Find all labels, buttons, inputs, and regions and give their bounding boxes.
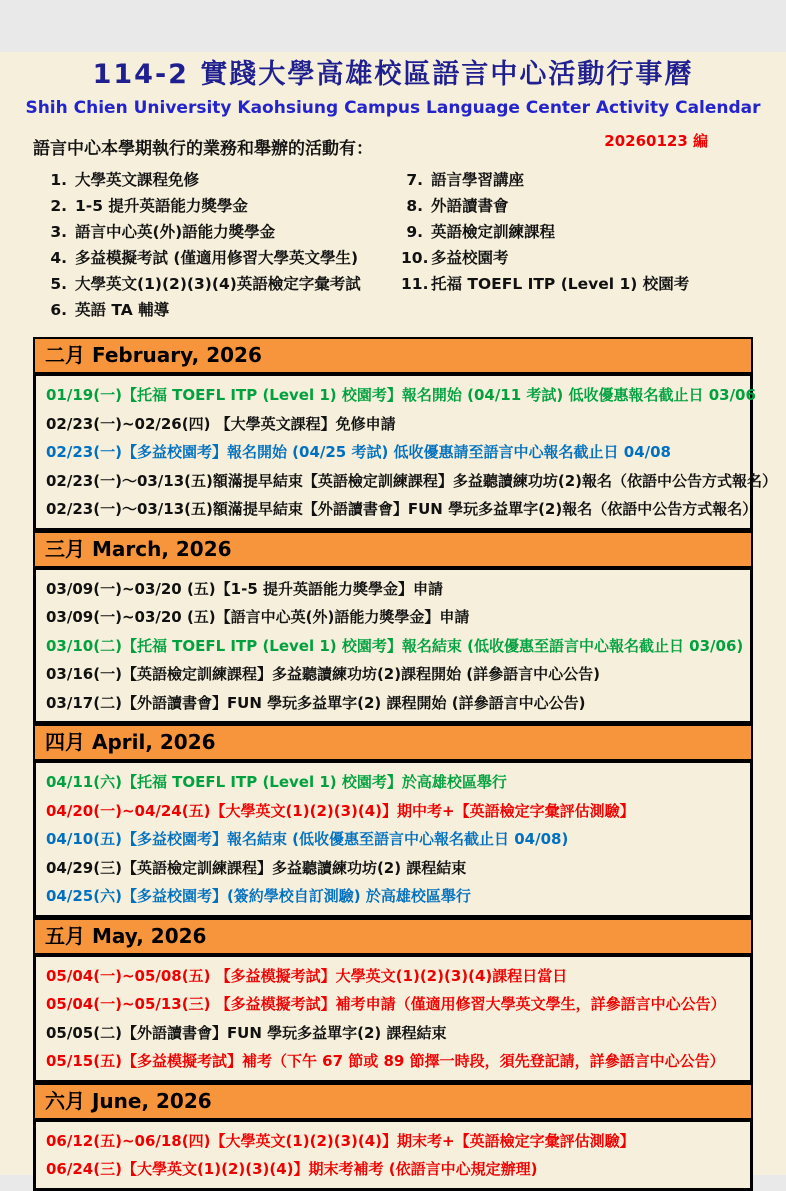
activity-item	[401, 219, 753, 245]
activity-label: 英語檢定訓練課程	[431, 223, 556, 241]
month-section	[33, 724, 753, 918]
activity-item	[45, 271, 397, 297]
activity-label: 語言中心英(外)語能力獎學金	[75, 223, 276, 241]
calendar-entry: 05/04(一)~05/13(三) 【多益模擬考試】補考申請（僅適用修習大學英文學生，詳參語言中心公告）	[46, 995, 726, 1013]
activity-item	[45, 245, 397, 271]
activity-item	[45, 193, 397, 219]
calendar-entry: 04/10(五)【多益校園考】報名結束 (低收優惠至語言中心報名截止日 04/08)	[46, 830, 569, 848]
activity-number: 8.	[406, 197, 423, 215]
activity-number: 4.	[50, 249, 67, 267]
month-section	[33, 337, 778, 531]
calendar-entry: 03/09(一)~03/20 (五)【語言中心英(外)語能力獎學金】申請	[46, 608, 470, 626]
activity-item	[401, 193, 753, 219]
activity-item	[401, 271, 753, 297]
activity-list-right	[397, 167, 753, 323]
calendar-entry: 03/17(二)【外語讀書會】FUN 學玩多益單字(2) 課程開始 (詳參語言中心公告)	[46, 693, 586, 712]
month-section	[33, 1083, 753, 1191]
calendar-entry: 02/23(一)～03/13(五)額滿提早結束【外語讀書會】FUN 學玩多益單字(2)報名（依語中公告方式報名）	[46, 500, 758, 518]
page-title: 114-2 實踐大學高雄校區語言中心活動行事曆	[92, 59, 694, 90]
edit-date: 20260123 編	[604, 132, 708, 150]
activity-number: 9.	[406, 223, 423, 241]
calendar-entry: 05/05(二)【外語讀書會】FUN 學玩多益單字(2) 課程結束	[46, 1023, 447, 1042]
activity-label: 托福 TOEFL ITP (Level 1) 校園考	[431, 275, 690, 293]
activity-number: 11.	[401, 275, 429, 293]
activity-label: 外語讀書會	[431, 197, 509, 215]
activity-label: 英語 TA 輔導	[75, 301, 170, 319]
intro-text: 語言中心本學期執行的業務和舉辦的活動有：	[33, 139, 373, 159]
month-body	[33, 374, 778, 531]
activity-label: 大學英文課程免修	[75, 171, 200, 189]
activity-item	[401, 245, 753, 271]
activity-label: 大學英文(1)(2)(3)(4)英語檢定字彙考試	[75, 275, 361, 293]
month-sections	[33, 337, 778, 1191]
activity-label: 多益校園考	[431, 249, 509, 267]
month-section	[33, 918, 753, 1083]
month-header: 四月 April, 2026	[33, 724, 753, 761]
activity-number: 1.	[50, 171, 67, 189]
activity-number: 2.	[50, 197, 67, 215]
calendar-entry: 04/20(一)~04/24(五)【大學英文(1)(2)(3)(4)】期中考+【英語檢定字彙評估測驗】	[46, 801, 635, 820]
month-body	[33, 955, 753, 1083]
calendar-entry: 03/10(二)【托福 TOEFL ITP (Level 1) 校園考】報名結束 (低收優惠至語言中心報名截止日 03/06)	[46, 636, 744, 655]
activity-number: 5.	[50, 275, 67, 293]
calendar-entry: 06/12(五)~06/18(四)【大學英文(1)(2)(3)(4)】期末考+【英語檢定字彙評估測驗】	[46, 1131, 635, 1150]
month-body	[33, 761, 753, 918]
month-header: 五月 May, 2026	[33, 918, 753, 955]
activity-label: 1-5 提升英語能力獎學金	[75, 197, 248, 215]
activity-label: 多益模擬考試 (僅適用修習大學英文學生)	[75, 249, 359, 267]
activity-number: 3.	[50, 223, 67, 241]
month-header: 二月 February, 2026	[33, 337, 753, 374]
calendar-entry: 04/25(六)【多益校園考】(簽約學校自訂測驗) 於高雄校區舉行	[46, 887, 471, 905]
month-body	[33, 1120, 753, 1191]
calendar-document	[0, 52, 786, 1178]
calendar-entry: 03/16(一)【英語檢定訓練課程】多益聽讀練功坊(2)課程開始 (詳參語言中心公告)	[46, 665, 601, 683]
activity-list-left	[33, 167, 397, 323]
month-body	[33, 568, 753, 725]
activity-item	[401, 167, 753, 193]
activity-item	[45, 167, 397, 193]
calendar-entry: 05/15(五)【多益模擬考試】補考（下午 67 節或 89 節擇一時段，須先登記請，詳參語言中心公告）	[46, 1052, 725, 1070]
calendar-entry: 04/29(三)【英語檢定訓練課程】多益聽讀練功坊(2) 課程結束	[46, 858, 467, 877]
calendar-entry: 02/23(一)【多益校園考】報名開始 (04/25 考試) 低收優惠請至語言中心報名截止日 04/08	[46, 443, 671, 461]
calendar-entry: 01/19(一)【托福 TOEFL ITP (Level 1) 校園考】報名開始 (04/11 考試) 低收優惠報名截止日 03/06	[46, 386, 756, 404]
activity-label: 語言學習講座	[431, 171, 525, 189]
calendar-entry: 02/23(一)～03/13(五)額滿提早結束【英語檢定訓練課程】多益聽讀練功坊(2)報名（依語中公告方式報名）	[46, 471, 778, 490]
month-header: 三月 March, 2026	[33, 531, 753, 568]
month-header: 六月 June, 2026	[33, 1083, 753, 1120]
calendar-entry: 02/23(一)~02/26(四) 【大學英文課程】免修申請	[46, 414, 396, 433]
activity-item	[45, 219, 397, 245]
calendar-entry: 05/04(一)~05/08(五) 【多益模擬考試】大學英文(1)(2)(3)(4)課程日當日	[46, 966, 568, 985]
activity-number: 6.	[50, 301, 67, 319]
activity-number: 10.	[401, 249, 429, 267]
month-section	[33, 531, 753, 725]
activity-number: 7.	[406, 171, 423, 189]
intro-row	[33, 134, 753, 159]
calendar-entry: 03/09(一)~03/20 (五)【1-5 提升英語能力獎學金】申請	[46, 579, 443, 598]
page-subtitle: Shih Chien University Kaohsiung Campus Language Center Activity Calendar	[25, 98, 761, 118]
activity-lists	[33, 167, 753, 323]
calendar-entry: 04/11(六)【托福 TOEFL ITP (Level 1) 校園考】於高雄校區舉行	[46, 773, 507, 791]
activity-item	[45, 297, 397, 323]
calendar-entry: 06/24(三)【大學英文(1)(2)(3)(4)】期末考補考 (依語言中心規定辦理)	[46, 1160, 538, 1178]
